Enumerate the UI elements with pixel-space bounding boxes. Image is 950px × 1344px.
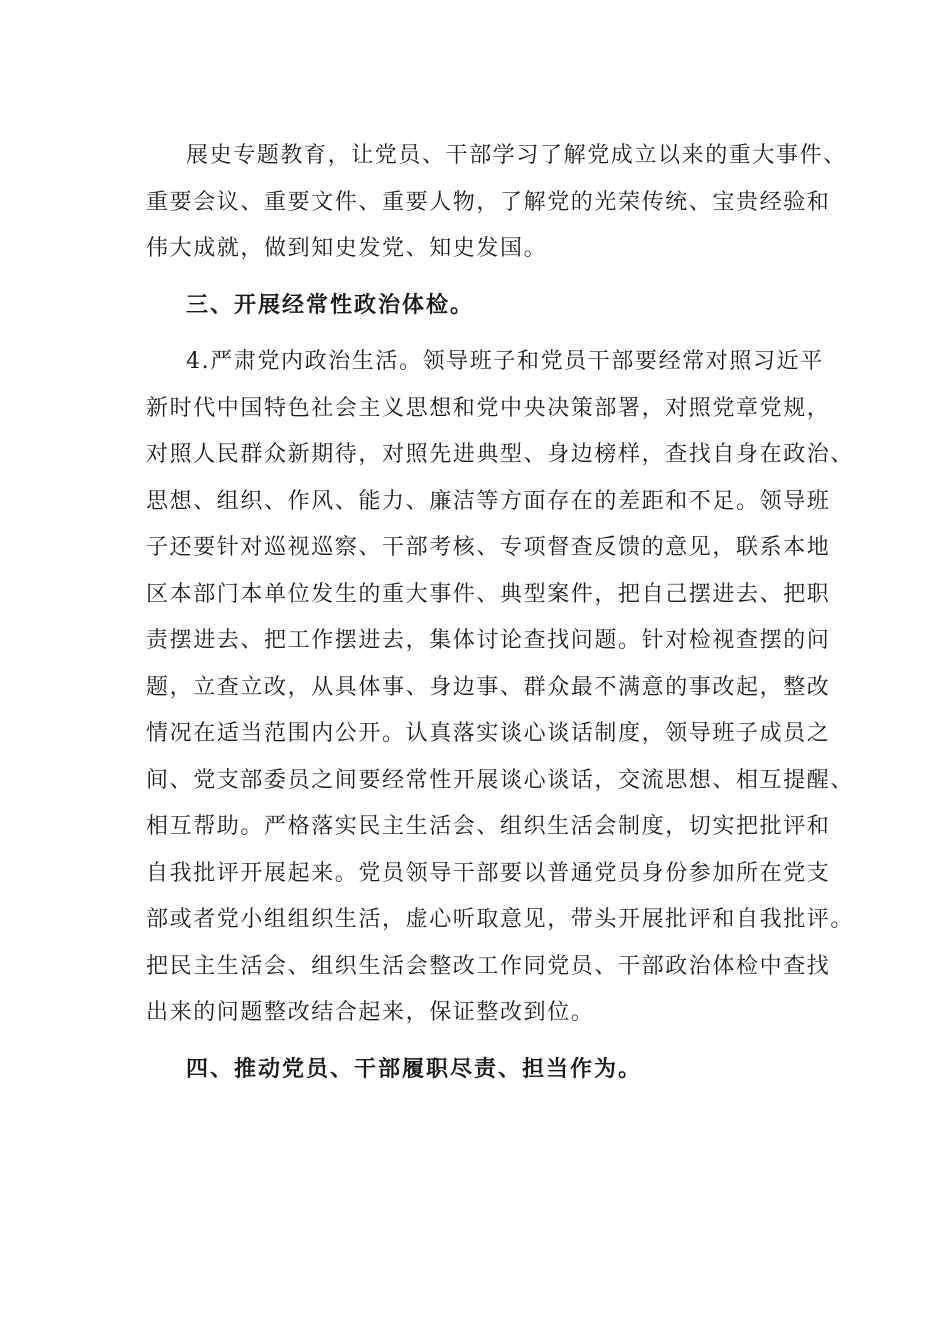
paragraph-line: 相互帮助。严格落实民主生活会、组织生活会制度，切实把批评和: [146, 814, 831, 839]
paragraph-line: 伟大成就，做到知史发党、知史发国。: [146, 236, 548, 261]
paragraph-line: 重要会议、重要文件、重要人物，了解党的光荣传统、宝贵经验和: [146, 189, 831, 215]
paragraph-line: 自我批评开展起来。党员领导干部要以普通党员身份参加所在党支: [146, 860, 831, 886]
paragraph-line: 对照人民群众新期待，对照先进典型、身边榜样，查找自身在政治、: [146, 442, 855, 467]
paragraph-line: 情况在适当范围内公开。认真落实谈心谈话制度，领导班子成员之: [146, 721, 831, 746]
paragraph-line: 责摆进去、把工作摆进去，集体讨论查找问题。针对检视查摆的问: [146, 628, 831, 653]
document-body: [146, 133, 855, 1093]
paragraph-line: 把民主生活会、组织生活会整改工作同党员、干部政治体检中查找: [146, 953, 831, 979]
paragraph-line: 区本部门本单位发生的重大事件、典型案件，把自己摆进去、把职: [146, 581, 831, 607]
paragraph-line: 4.严肃党内政治生活。领导班子和党员干部要经常对照习近平: [186, 349, 824, 374]
paragraph-line: 题，立查立改，从具体事、身边事、群众最不满意的事改起，整改: [146, 674, 831, 700]
section-heading-4: 四、推动党员、干部履职尽责、担当作为。: [186, 1056, 643, 1082]
paragraph-line: 展史专题教育，让党员、干部学习了解党成立以来的重大事件、: [186, 143, 847, 168]
paragraph-line: 思想、组织、作风、能力、廉洁等方面存在的差距和不足。领导班: [146, 488, 831, 514]
section-heading-3: 三、开展经常性政治体检。: [186, 292, 475, 318]
paragraph-line: 新时代中国特色社会主义思想和党中央决策部署，对照党章党规，: [146, 395, 831, 421]
paragraph-line: 部或者党小组组织生活，虚心听取意见，带头开展批评和自我批评。: [146, 907, 855, 932]
paragraph-line: 间、党支部委员之间要经常性开展谈心谈话，交流思想、相互提醒、: [146, 767, 855, 793]
paragraph-line: 子还要针对巡视巡察、干部考核、专项督查反馈的意见，联系本地: [146, 535, 831, 560]
paragraph-history-education: [146, 133, 847, 273]
paragraph-line: 出来的问题整改结合起来，保证整改到位。: [146, 1000, 595, 1025]
paragraph-political-life: [146, 339, 855, 1037]
